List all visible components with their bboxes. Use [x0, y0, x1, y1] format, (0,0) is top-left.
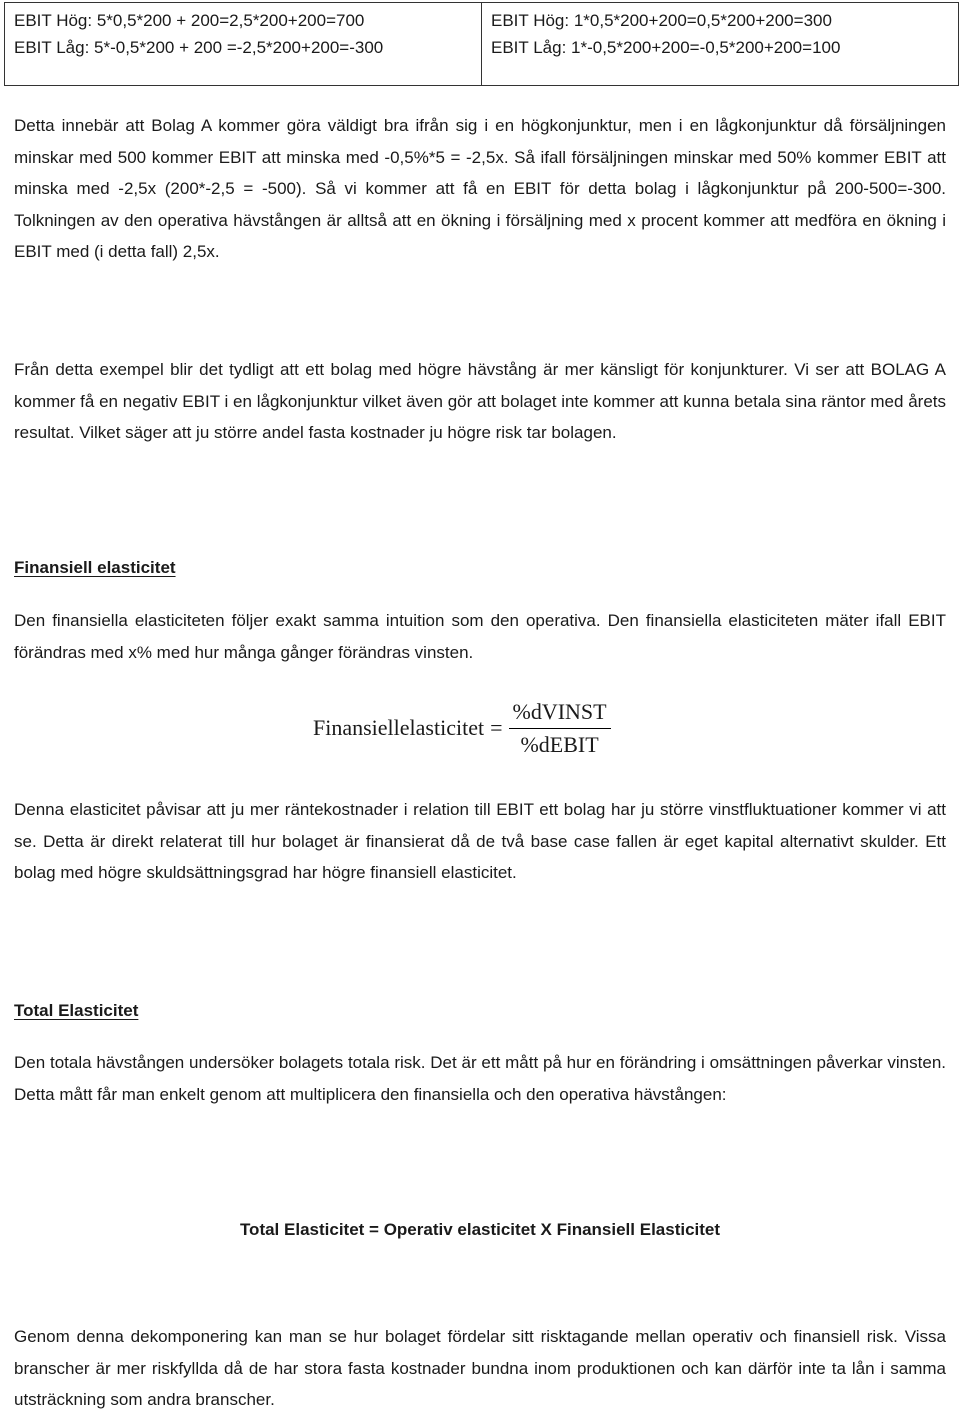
- formula-fraction: [509, 699, 611, 758]
- total-elasticity-formula: Total Elasticitet = Operativ elasticitet X Finansiell Elasticitet: [239, 1220, 721, 1239]
- paragraph-total-intro: Den totala hävstången undersöker bolagets totala risk. Det är ett mått på hur en förändring i omsättningen påverkar vinsten. Detta mått får man enkelt genom att multiplicera den finansiella och den operativa hävstången:: [14, 1053, 946, 1104]
- formula-numerator: %dVINST: [509, 699, 611, 729]
- table-cell-right: [482, 3, 959, 86]
- paragraph-block: [14, 110, 946, 268]
- ebit-low-a: EBIT Låg: 5*-0,5*200 + 200 =-2,5*200+200=-300: [14, 38, 384, 57]
- formula-lhs: Finansiellelasticitet: [313, 715, 485, 740]
- paragraph-block: [14, 794, 946, 889]
- paragraph-financial-intro: Den finansiella elasticiteten följer exakt samma intuition som den operativa. Den finansiella elasticiteten mäter ifall EBIT förändras med x% med hur många gånger förändras vinsten.: [14, 611, 946, 662]
- formula-denominator: %dEBIT: [520, 731, 599, 757]
- ebit-high-a: EBIT Hög: 5*0,5*200 + 200=2,5*200+200=700: [14, 11, 365, 30]
- formula-equals: =: [490, 715, 503, 740]
- ebit-table: [4, 2, 959, 86]
- ebit-high-b: EBIT Hög: 1*0,5*200+200=0,5*200+200=300: [491, 11, 832, 30]
- paragraph-block: [14, 605, 946, 668]
- ebit-low-b: EBIT Låg: 1*-0,5*200+200=-0,5*200+200=100: [491, 38, 841, 57]
- financial-elasticity-formula: [313, 692, 611, 764]
- table-row: [5, 3, 959, 86]
- heading-total-elasticity: Total Elasticitet: [14, 1001, 139, 1020]
- paragraph-block: [14, 1321, 946, 1416]
- paragraph-decomposition: Genom denna dekomponering kan man se hur bolaget fördelar sitt risktagande mellan operativ och finansiell risk. Vissa branscher är mer riskfyllda då de har stora fasta kostnader bundna inom produktionen och kan därför inte ta lån i samma utsträckning som andra branscher.: [14, 1327, 946, 1410]
- paragraph-financial-explanation: Denna elasticitet påvisar att ju mer räntekostnader i relation till EBIT ett bolag har ju större vinstfluktuationer kommer vi att se. Detta är direkt relaterat till hur bolaget är finansierat då de två base case fallen är eget kapital alternativt skulder. Ett bolag med högre skuldsättningsgrad har högre finansiell elasticitet.: [14, 800, 946, 883]
- paragraph-block: [14, 1047, 946, 1110]
- paragraph-block: [14, 354, 946, 449]
- paragraph-operative-interpretation: Detta innebär att Bolag A kommer göra väldigt bra ifrån sig i en högkonjunktur, men i en lågkonjunktur då försäljningen minskar med 500 kommer EBIT att minska med -0,5%*5 = -2,5x. Så ifall försäljningen minskar med 50% kommer EBIT att minska med -2,5x (200*-2,5 = -500). Så vi kommer att få en EBIT för detta bolag i lågkonjunktur på 200-500=-300. Tolkningen av den operativa hävstången är alltså att en ökning i försäljning med x procent kommer att medföra en ökning i EBIT med (i detta fall) 2,5x.: [14, 116, 946, 262]
- table-cell-left: [5, 3, 482, 86]
- paragraph-sensitivity: Från detta exempel blir det tydligt att ett bolag med högre hävstång är mer känsligt för konjunkturer. Vi ser att BOLAG A kommer få en negativ EBIT i en lågkonjunktur vilket även gör att bolaget inte kommer att kunna betala sina räntor med årets resultat. Vilket säger att ju större andel fasta kostnader ju högre risk tar bolagen.: [14, 360, 946, 443]
- heading-financial-elasticity: Finansiell elasticitet: [14, 558, 176, 577]
